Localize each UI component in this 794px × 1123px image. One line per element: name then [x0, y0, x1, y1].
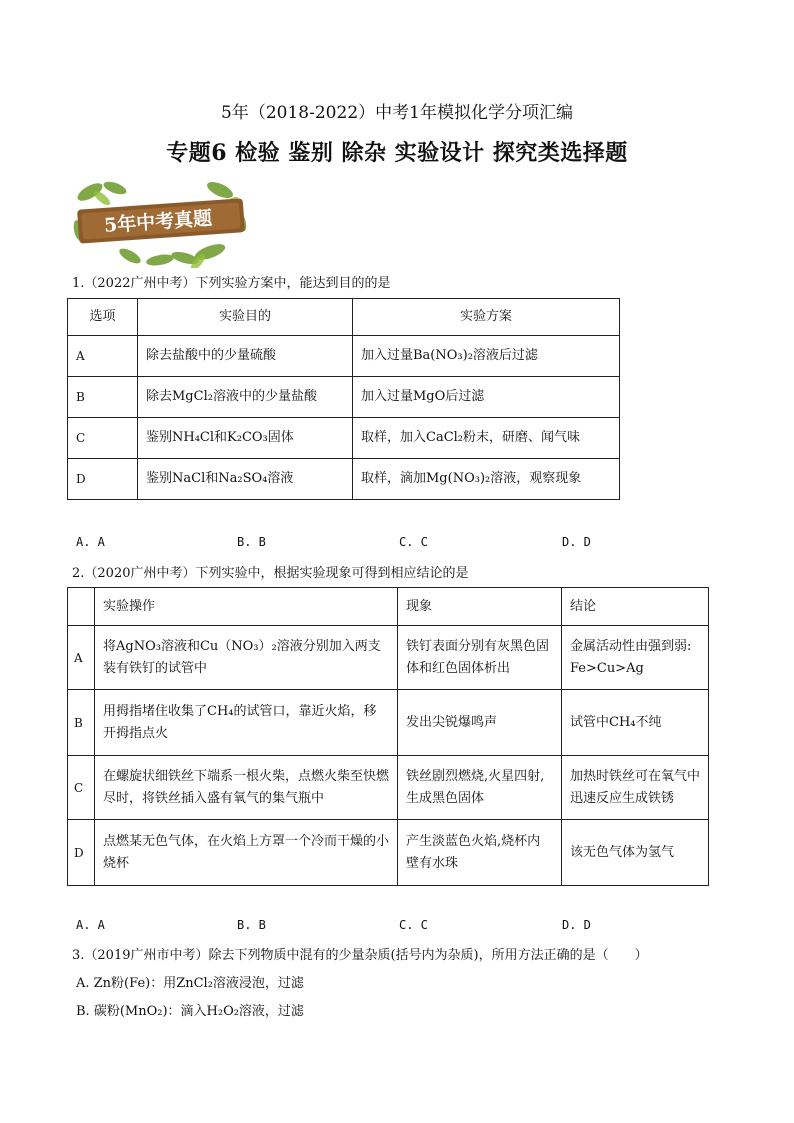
question-1-table [67, 298, 620, 500]
column-header: 实验目的 [138, 299, 353, 336]
experiment-plan: 取样，加入CaCl₂粉末，研磨、闻气味 [353, 418, 620, 459]
column-header: 实验操作 [95, 588, 398, 626]
experiment-operation: 用拇指堵住收集了CH₄的试管口，靠近火焰，移开拇指点火 [95, 690, 398, 756]
answer-option-d: D. D [562, 535, 591, 549]
experiment-observation: 铁钉表面分别有灰黑色固体和红色固体析出 [398, 626, 562, 690]
question-1-stem: 1.（2022广州中考）下列实验方案中，能达到目的的是 [72, 276, 391, 291]
column-header: 选项 [68, 299, 138, 336]
table-row [68, 626, 709, 690]
answer-option-d: D. D [562, 918, 591, 932]
experiment-plan: 加入过量MgO后过滤 [353, 377, 620, 418]
table-row [68, 820, 709, 886]
table-row [68, 418, 620, 459]
question-2-table [67, 587, 709, 886]
column-header: 现象 [398, 588, 562, 626]
option-letter: A [68, 336, 138, 377]
banner-image [70, 180, 250, 268]
option-letter: B [68, 377, 138, 418]
option-letter: D [68, 820, 95, 886]
experiment-conclusion: 金属活动性由强到弱: Fe>Cu>Ag [562, 626, 709, 690]
question-3-option-b: B. 碳粉(MnO₂)：滴入H₂O₂溶液，过滤 [76, 1004, 304, 1019]
experiment-plan: 加入过量Ba(NO₃)₂溶液后过滤 [353, 336, 620, 377]
table-row [68, 377, 620, 418]
option-letter: C [68, 756, 95, 820]
question-2-stem: 2.（2020广州中考）下列实验中，根据实验现象可得到相应结论的是 [72, 566, 469, 581]
experiment-goal: 除去MgCl₂溶液中的少量盐酸 [138, 377, 353, 418]
table-row [68, 756, 709, 820]
experiment-observation: 发出尖锐爆鸣声 [398, 690, 562, 756]
table-row [68, 690, 709, 756]
experiment-goal: 除去盐酸中的少量硫酸 [138, 336, 353, 377]
experiment-operation: 点燃某无色气体，在火焰上方罩一个冷而干燥的小烧杯 [95, 820, 398, 886]
answer-option-a: A. A [76, 918, 105, 932]
experiment-observation: 铁丝剧烈燃烧,火星四射,生成黑色固体 [398, 756, 562, 820]
experiment-conclusion: 该无色气体为氢气 [562, 820, 709, 886]
table-header-row [68, 299, 620, 336]
experiment-plan: 取样，滴加Mg(NO₃)₂溶液，观察现象 [353, 459, 620, 500]
question-3-stem: 3.（2019广州市中考）除去下列物质中混有的少量杂质(括号内为杂质)，所用方法正确的是（ ） [72, 948, 648, 963]
answer-option-a: A. A [76, 535, 105, 549]
experiment-operation: 在螺旋状细铁丝下端系一根火柴，点燃火柴至快燃尽时，将铁丝插入盛有氧气的集气瓶中 [95, 756, 398, 820]
table-row [68, 336, 620, 377]
experiment-conclusion: 加热时铁丝可在氧气中迅速反应生成铁锈 [562, 756, 709, 820]
option-letter: D [68, 459, 138, 500]
answer-option-c: C. C [399, 535, 428, 549]
question-3-option-a: A. Zn粉(Fe)：用ZnCl₂溶液浸泡，过滤 [76, 976, 304, 991]
table-row [68, 459, 620, 500]
experiment-conclusion: 试管中CH₄不纯 [562, 690, 709, 756]
table-header-row [68, 588, 709, 626]
experiment-operation: 将AgNO₃溶液和Cu（NO₃）₂溶液分别加入两支装有铁钉的试管中 [95, 626, 398, 690]
document-title: 专题6 检验 鉴别 除杂 实验设计 探究类选择题 [166, 140, 628, 166]
experiment-observation: 产生淡蓝色火焰,烧杯内壁有水珠 [398, 820, 562, 886]
column-header: 结论 [562, 588, 709, 626]
experiment-goal: 鉴别NaCl和Na₂SO₄溶液 [138, 459, 353, 500]
option-letter: C [68, 418, 138, 459]
option-letter: B [68, 690, 95, 756]
answer-option-b: B. B [237, 535, 266, 549]
answer-option-b: B. B [237, 918, 266, 932]
banner-label: 5年中考真题 [103, 207, 213, 237]
option-letter: A [68, 626, 95, 690]
answer-option-c: C. C [399, 918, 428, 932]
experiment-goal: 鉴别NH₄Cl和K₂CO₃固体 [138, 418, 353, 459]
document-subtitle: 5年（2018-2022）中考1年模拟化学分项汇编 [221, 103, 573, 123]
column-header: 实验方案 [353, 299, 620, 336]
column-header [68, 588, 95, 626]
